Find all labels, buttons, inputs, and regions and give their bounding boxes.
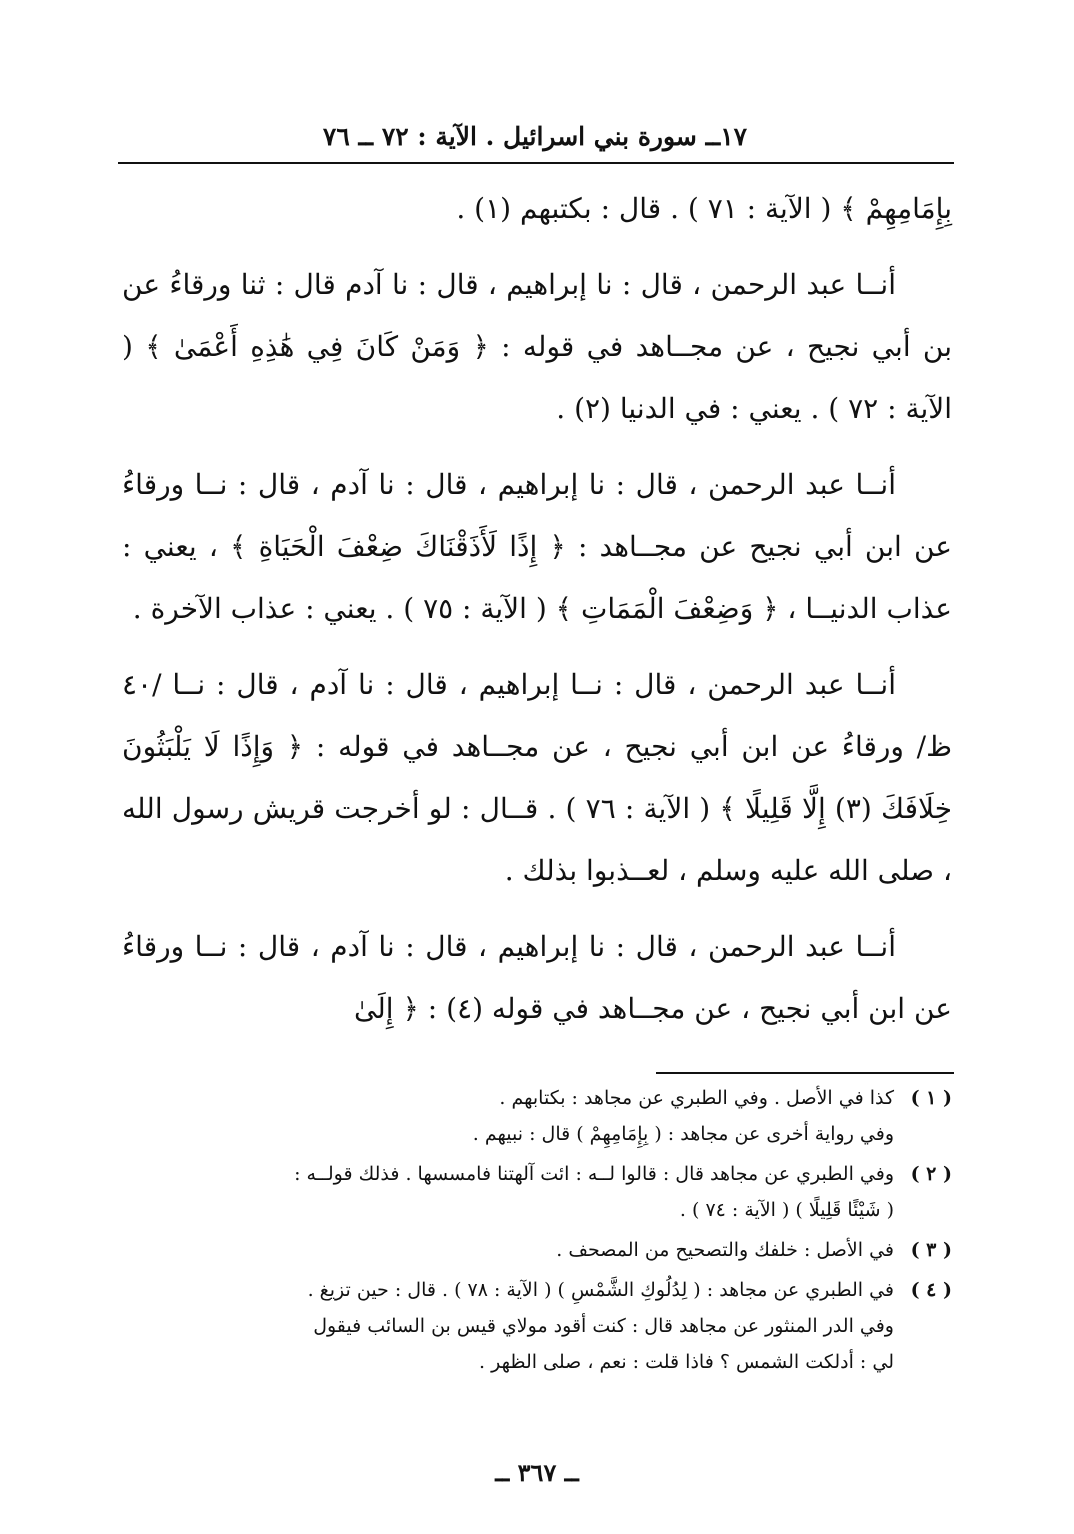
footnote-separator bbox=[656, 1072, 954, 1074]
footnote bbox=[122, 1232, 952, 1268]
footnote-line: لي : أدلكت الشمس ؟ فاذا قلت : نعم ، صلى الظهر . bbox=[479, 1351, 894, 1373]
footnote-line: ( شَيْئًا قَلِيلًا ) ( الآية : ٧٤ ) . bbox=[679, 1199, 894, 1221]
footnotes bbox=[122, 1080, 952, 1384]
paragraph: أنــا عبد الرحمن ، قال : نا إبراهيم ، قال : نا آدم ، قال : نــا ورقاءُ عن ابن أبي نجيح ، عن مجــاهد في قوله (٤) : ﴿ إِلَىٰ bbox=[122, 930, 952, 1025]
page-number: ــ ٣٦٧ ــ bbox=[495, 1458, 579, 1487]
footnote bbox=[122, 1272, 952, 1380]
paragraph: أنــا عبد الرحمن ، قال : نا إبراهيم ، قال : نا آدم ، قال : نــا ورقاءُ عن ابن أبي نجيح عن مجــاهد : ﴿ إِذًا لَأَذَقْنَاكَ ضِعْفَ الْحَيَاةِ ﴾ ، يعني : عذاب الدنيــا ، ﴿ وَضِعْفَ الْمَمَاتِ ﴾ ( الآية : ٧٥ ) . يعني : عذاب الآخرة . bbox=[122, 468, 952, 625]
footnote-number: ( ٤ ) bbox=[910, 1279, 952, 1301]
paragraph: أنــا عبد الرحمن ، قال : نا إبراهيم ، قال : نا آدم قال : ثنا ورقاءُ عن بن أبي نجيح ، عن مجــاهد في قوله : ﴿ وَمَنْ كَانَ فِي هَٰذِهِ أَعْمَىٰ ﴾ ( الآية : ٧٢ ) . يعني : في الدنيا (٢) . bbox=[122, 268, 952, 425]
footnote bbox=[122, 1156, 952, 1228]
paragraph: أنــا عبد الرحمن ، قال : نــا إبراهيم ، قال : نا آدم ، قال : نــا /٤٠ ظ/ ورقاءُ عن ابن أبي نجيح ، عن مجــاهد في قوله : ﴿ وَإِذًا لَا يَلْبَثُونَ خِلَافَكَ (٣) إِلَّا قَلِيلًا ﴾ ( الآية : ٧٦ ) . قــال : لو أخرجت قريش رسول الله ، صلى الله عليه وسلم ، لعــذبوا بذلك . bbox=[122, 668, 952, 887]
running-header: ١٧ــ سورة بني اسرائيل . الآية : ٧٢ ــ ٧٦ bbox=[322, 122, 748, 151]
footnote-line: في الأصل : خلفك والتصحيح من المصحف . bbox=[556, 1239, 894, 1261]
footnote-text bbox=[122, 1232, 894, 1268]
header-rule bbox=[118, 162, 954, 164]
footnote-line: في الطبري عن مجاهد : ( لِدُلُوكِ الشَّمْسِ ) ( الآية : ٧٨ ) . قال : حين تزيغ . bbox=[307, 1279, 894, 1301]
footnote-number: ( ٢ ) bbox=[910, 1163, 952, 1185]
paragraph: بِإِمَامِهِمْ ﴾ ( الآية : ٧١ ) . قال : بكتبهم (١) . bbox=[456, 192, 952, 225]
footnote-line: وفي رواية أخرى عن مجاهد : ( بِإِمَامِهِمْ ) قال : نبيهم . bbox=[472, 1123, 894, 1145]
footnote-text bbox=[122, 1080, 894, 1152]
footnote-line: كذا في الأصل . وفي الطبري عن مجاهد : بكتابهم . bbox=[499, 1087, 894, 1109]
main-text bbox=[122, 178, 952, 1054]
footnote-text bbox=[122, 1156, 894, 1228]
footnote-line: وفي الطبري عن مجاهد قال : قالوا لــه : ائت آلهتنا فامسسها . فذلك قولــه : bbox=[294, 1163, 894, 1185]
footnote-text bbox=[122, 1272, 894, 1380]
footnote-number: ( ٣ ) bbox=[910, 1239, 952, 1261]
footnote-line: وفي الدر المنثور عن مجاهد قال : كنت أقود مولاي قيس بن السائب فيقول bbox=[313, 1315, 894, 1337]
footnote-number: ( ١ ) bbox=[910, 1087, 952, 1109]
footnote bbox=[122, 1080, 952, 1152]
